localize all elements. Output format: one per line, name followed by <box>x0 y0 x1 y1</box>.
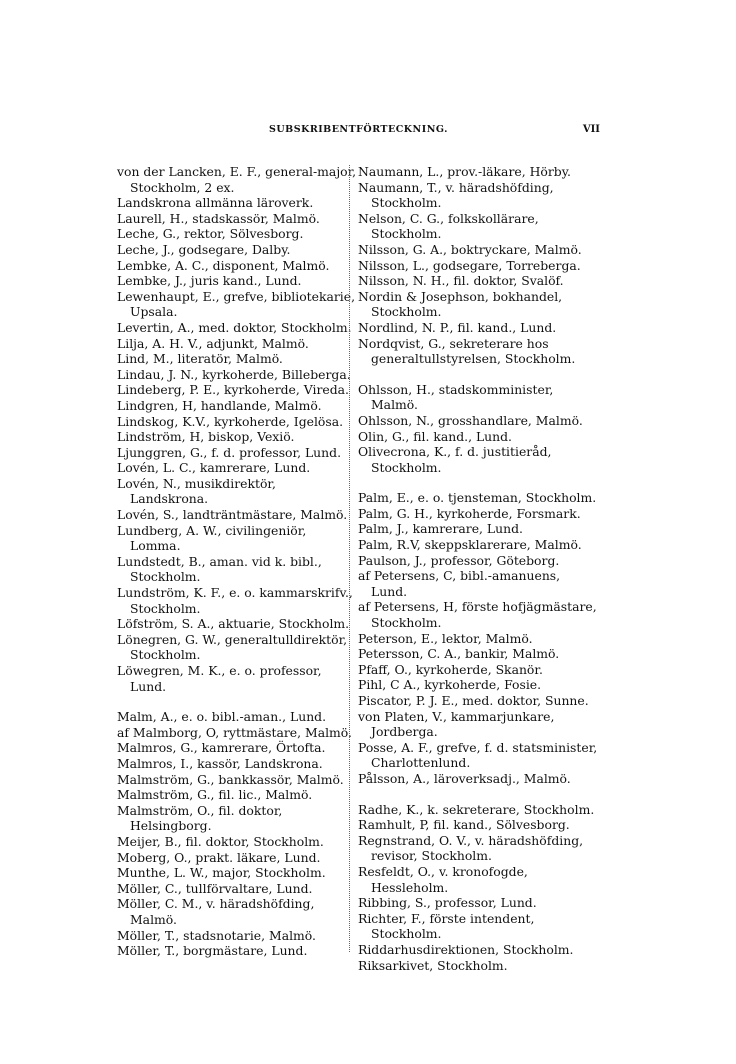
list-item: Richter, F., förste intendent, Stockholm. <box>358 910 535 942</box>
list-item: Lundström, K. F., e. o. kammarskrifv., Stockholm. <box>117 585 353 616</box>
list-item: Lundberg, A. W., civilingeniör, Lomma. <box>117 522 307 554</box>
list-item: Lovén, N., musikdirektör, Landskrona. <box>117 475 276 507</box>
running-head <box>117 124 600 144</box>
list-item: Moberg, O., prakt. läkare, Lund. <box>117 849 321 865</box>
list-item: Nilsson, N. H., fil. doktor, Svalöf. <box>358 273 564 289</box>
list-item: Ramhult, P, fil. kand., Sölvesborg. <box>358 817 570 833</box>
running-head-title: SUBSKRIBENTFÖRTECKNING. <box>269 124 448 135</box>
list-item: Ribbing, S., professor, Lund. <box>358 895 537 911</box>
list-item: Nordin & Josephson, bokhandel, Stockholm. <box>358 288 563 320</box>
list-item: Naumann, L., prov.-läkare, Hörby. <box>358 164 571 179</box>
list-item: Lovén, S., landträntmästare, Malmö. <box>117 507 348 523</box>
list-item: Leche, G., rektor, Sölvesborg. <box>117 226 304 242</box>
list-item: Nelson, C. G., folkskollärare, Stockholm. <box>358 210 539 242</box>
list-item: Lindgren, H, handlande, Malmö. <box>117 397 322 413</box>
list-item: af Petersens, H, förste hofjägmästare, Stockholm. <box>358 599 597 631</box>
list-item: Ohlsson, N., grosshandlare, Malmö. <box>358 412 583 428</box>
list-item: Möller, T., stadsnotarie, Malmö. <box>117 927 316 943</box>
list-item: Lindskog, K.V., kyrkoherde, Igelösa. <box>117 413 344 429</box>
list-item: Lindeberg, P. E., kyrkoherde, Vireda. <box>117 382 349 398</box>
list-item: Pfaff, O., kyrkoherde, Skanör. <box>358 661 543 677</box>
list-item: Laurell, H., stadskassör, Malmö. <box>117 210 320 226</box>
list-item: von Platen, V., kammarjunkare, Jordberga. <box>358 708 555 740</box>
list-item: Nordlind, N. P., fil. kand., Lund. <box>358 319 557 335</box>
list-item: Posse, A. F., grefve, f. d. statsminister, Charlottenlund. <box>358 739 598 771</box>
list-item: Lönegren, G. W., generaltulldirektör, Stockholm. <box>117 631 348 663</box>
list-item: Löwegren, M. K., e. o. professor, Lund. <box>117 663 322 694</box>
list-item: af Malmborg, O, ryttmästare, Malmö. <box>117 724 352 740</box>
list-item: Nordqvist, G., sekreterare hos generaltullstyrelsen, Stockholm. <box>358 335 576 367</box>
list-item: Möller, C. M., v. häradshöfding, Malmö. <box>117 896 315 927</box>
list-item: Malmström, G., fil. lic., Malmö. <box>117 787 313 803</box>
list-item: Lindau, J. N., kyrkoherde, Billeberga. <box>117 366 351 382</box>
list-item: Paulson, J., professor, Göteborg. <box>358 552 560 568</box>
left-column <box>117 164 357 959</box>
list-item: Möller, C., tullförvaltare, Lund. <box>117 880 313 896</box>
list-item: Petersson, C. A., bankir, Malmö. <box>358 646 560 662</box>
list-item: Munthe, L. W., major, Stockholm. <box>117 865 326 881</box>
list-item: Ohlsson, H., stadskomminister, Malmö. <box>358 381 554 413</box>
list-item: Lindström, H, biskop, Vexiö. <box>117 429 295 445</box>
list-item: af Petersens, C, bibl.-amanuens, Lund. <box>358 568 561 599</box>
list-item: Möller, T., borgmästare, Lund. <box>117 943 308 959</box>
list-item: Peterson, E., lektor, Malmö. <box>358 630 533 646</box>
list-item: Palm, J., kamrerare, Lund. <box>358 521 523 537</box>
list-item: Pihl, C A., kyrkoherde, Fosie. <box>358 677 542 693</box>
list-item: Resfeldt, O., v. kronofogde, Hessleholm. <box>358 863 528 895</box>
list-item: Nilsson, G. A., boktryckare, Malmö. <box>358 241 582 257</box>
list-item: Olivecrona, K., f. d. justitieråd, Stockholm. <box>358 444 552 475</box>
page-number: VII <box>582 124 600 135</box>
list-item: Malmros, G., kamrerare, Örtofta. <box>117 740 326 756</box>
list-item: Lilja, A. H. V., adjunkt, Malmö. <box>117 335 309 351</box>
list-item: Levertin, A., med. doktor, Stockholm. <box>117 319 352 335</box>
list-item: Lundstedt, B., aman. vid k. bibl., Stockholm. <box>117 553 322 585</box>
list-item: Riksarkivet, Stockholm. <box>358 957 508 973</box>
list-item: Olin, G., fil. kand., Lund. <box>358 428 512 444</box>
list-item: Palm, E., e. o. tjensteman, Stockholm. <box>358 490 597 506</box>
list-item: Pålsson, A., läroverksadj., Malmö. <box>358 770 571 786</box>
column-divider <box>349 165 350 952</box>
list-item: Riddarhusdirektionen, Stockholm. <box>358 941 574 957</box>
list-item: Piscator, P. J. E., med. doktor, Sunne. <box>358 693 589 708</box>
list-item: Lewenhaupt, E., grefve, bibliotekarie, Upsala. <box>117 288 356 320</box>
list-item: Lovén, L. C., kamrerare, Lund. <box>117 460 311 476</box>
list-item: Malmström, G., bankkassör, Malmö. <box>117 771 344 787</box>
list-item: Löfström, S. A., aktuarie, Stockholm. <box>117 616 350 632</box>
right-column <box>358 164 598 973</box>
list-item: Regnstrand, O. V., v. häradshöfding, revisor, Stockholm. <box>358 832 584 864</box>
list-item: Ljunggren, G., f. d. professor, Lund. <box>117 444 342 460</box>
list-item: Nilsson, L., godsegare, Torreberga. <box>358 257 581 273</box>
list-item: Palm, R.V, skeppsklarerare, Malmö. <box>358 537 582 553</box>
list-item: Landskrona allmänna läroverk. <box>117 195 314 211</box>
list-item: Lembke, A. C., disponent, Malmö. <box>117 257 330 273</box>
list-item: Malmros, I., kassör, Landskrona. <box>117 755 323 771</box>
list-item: Lind, M., literatör, Malmö. <box>117 351 283 367</box>
list-item: Meijer, B., fil. doktor, Stockholm. <box>117 833 324 849</box>
list-item: Malm, A., e. o. bibl.-aman., Lund. <box>117 709 327 725</box>
list-item: Palm, G. H., kyrkoherde, Forsmark. <box>358 505 581 521</box>
list-item: Malmström, O., fil. doktor, Helsingborg. <box>117 802 283 834</box>
list-item: Lembke, J., juris kand., Lund. <box>117 273 302 289</box>
list-item: von der Lancken, E. F., general-major, Stockholm, 2 ex. <box>117 164 357 195</box>
list-item: Naumann, T., v. häradshöfding, Stockholm. <box>358 179 554 211</box>
list-item: Radhe, K., k. sekreterare, Stockholm. <box>358 801 595 817</box>
list-item: Leche, J., godsegare, Dalby. <box>117 241 291 257</box>
